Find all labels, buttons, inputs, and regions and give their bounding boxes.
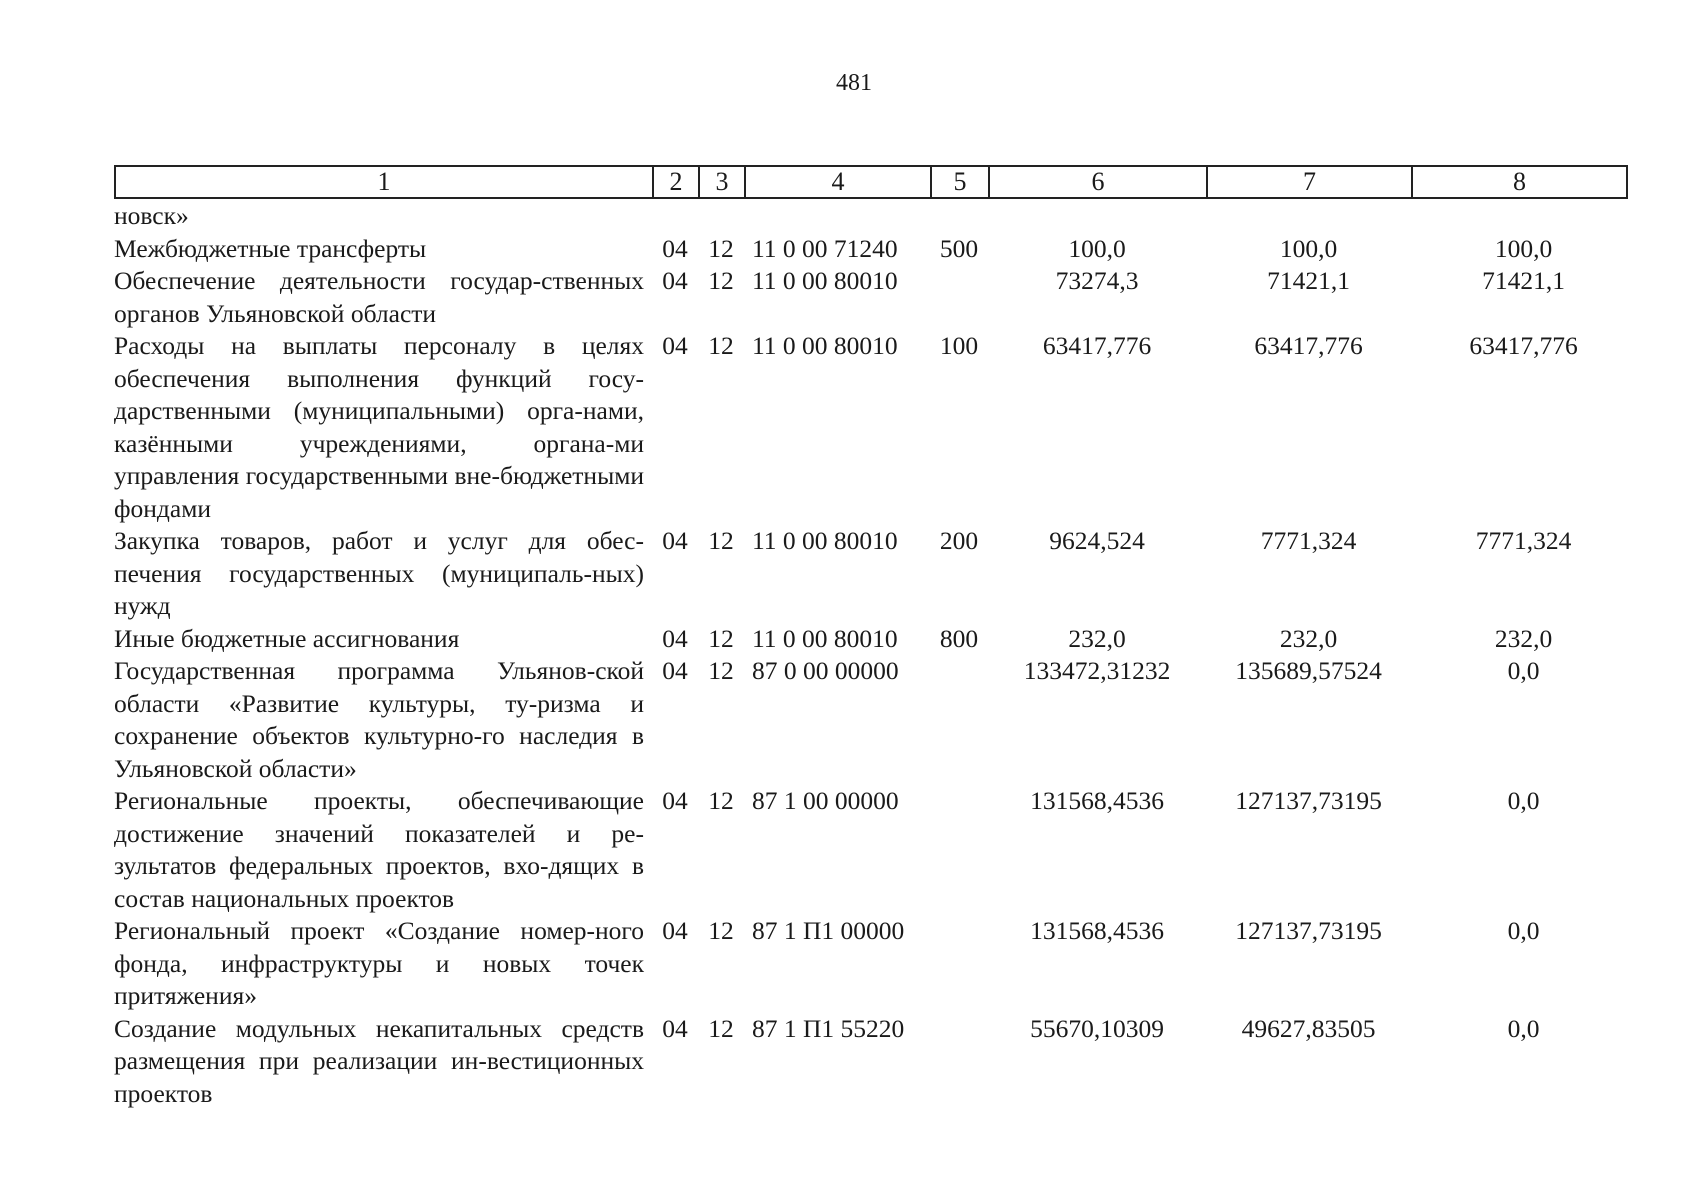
budget-table-body	[114, 200, 1626, 1110]
row-expense-type	[930, 655, 988, 785]
row-expense-type: 200	[939, 526, 979, 555]
row-value-6: 100,0	[1068, 233, 1126, 263]
row-subsection: 12	[708, 526, 734, 555]
row-target-code	[744, 200, 930, 233]
row-section: 04	[662, 786, 688, 815]
row-target-code: 11 0 00 80010	[752, 266, 898, 295]
row-name: Иные бюджетные ассигнования	[114, 623, 460, 653]
row-name: Закупка товаров, работ и услуг для обес-печения государственных (муниципаль-ных) нужд	[114, 526, 644, 620]
row-target-code: 87 0 00 00000	[752, 656, 899, 685]
header-col-7: 7	[1207, 166, 1412, 198]
row-name: Создание модульных некапитальных средств размещения при реализации ин-вестиционных проектов	[114, 1013, 644, 1108]
row-section: 04	[662, 656, 688, 685]
row-value-8: 100,0	[1494, 233, 1553, 263]
row-subsection	[698, 200, 744, 233]
row-subsection: 12	[708, 656, 734, 685]
row-value-7: 127137,73195	[1235, 786, 1382, 815]
row-value-6: 9624,524	[1049, 526, 1145, 555]
header-col-2: 2	[653, 166, 699, 198]
header-col-8: 8	[1412, 166, 1627, 198]
row-expense-type: 100	[939, 331, 979, 360]
row-value-8: 232,0	[1494, 623, 1553, 653]
row-expense-type	[930, 915, 988, 1013]
row-value-6: 131568,4536	[1030, 786, 1164, 815]
row-name: Расходы на выплаты персоналу в целях обеспечения выполнения функций госу-дарственными (муниципальными) орга-нами, казёнными учреждениями, органа-ми управления государственными вне-бюджетными фондами	[114, 331, 644, 523]
row-subsection: 12	[708, 331, 734, 360]
row-target-code: 11 0 00 71240	[752, 233, 898, 263]
row-value-8: 0,0	[1507, 1013, 1540, 1043]
row-subsection: 12	[708, 233, 734, 263]
table-row	[114, 915, 1626, 1013]
row-value-7	[1206, 200, 1411, 233]
table-row	[114, 265, 1626, 330]
row-target-code: 11 0 00 80010	[752, 331, 898, 360]
row-value-7: 232,0	[1279, 623, 1338, 653]
row-expense-type	[930, 785, 988, 915]
row-value-8: 0,0	[1507, 656, 1540, 685]
row-value-8: 63417,776	[1469, 331, 1578, 360]
header-col-4: 4	[745, 166, 931, 198]
table-row	[114, 785, 1626, 915]
row-value-7: 71421,1	[1267, 266, 1350, 295]
row-name: Региональный проект «Создание номер-ного фонда, инфраструктуры и новых точек притяжения»	[114, 916, 644, 1010]
row-target-code: 87 1 00 00000	[752, 786, 899, 815]
row-section	[652, 200, 698, 233]
row-value-8: 7771,324	[1475, 526, 1572, 555]
row-section: 04	[662, 266, 688, 295]
row-section: 04	[662, 526, 688, 555]
row-target-code: 11 0 00 80010	[752, 526, 898, 555]
row-value-6: 133472,31232	[1023, 656, 1171, 685]
table-row	[114, 1013, 1626, 1111]
budget-table	[114, 200, 1626, 1110]
row-value-6	[988, 200, 1206, 233]
table-row	[114, 200, 1626, 233]
row-subsection: 12	[708, 266, 734, 295]
row-section: 04	[662, 233, 688, 263]
row-value-8	[1411, 200, 1626, 233]
row-value-8: 0,0	[1507, 916, 1540, 945]
header-col-6: 6	[989, 166, 1207, 198]
row-section: 04	[662, 1013, 688, 1043]
row-expense-type: 500	[939, 233, 979, 263]
row-subsection: 12	[708, 623, 734, 653]
table-row	[114, 233, 1626, 266]
row-expense-type	[930, 265, 988, 330]
row-subsection: 12	[708, 786, 734, 815]
row-section: 04	[662, 916, 688, 945]
row-target-code: 87 1 П1 55220	[752, 1013, 905, 1043]
row-subsection: 12	[708, 916, 734, 945]
page-number: 481	[836, 70, 872, 96]
row-name: Обеспечение деятельности государ-ственных органов Ульяновской области	[114, 266, 644, 328]
row-value-7: 127137,73195	[1235, 916, 1382, 945]
table-row	[114, 655, 1626, 785]
row-target-code: 87 1 П1 00000	[752, 916, 905, 945]
row-target-code: 11 0 00 80010	[752, 623, 898, 653]
row-subsection: 12	[708, 1013, 734, 1043]
header-col-5: 5	[931, 166, 989, 198]
header-col-1: 1	[115, 166, 653, 198]
table-row	[114, 330, 1626, 525]
header-col-3: 3	[699, 166, 745, 198]
header-row	[115, 166, 1627, 198]
row-value-6: 73274,3	[1055, 266, 1139, 295]
row-value-8: 0,0	[1507, 786, 1540, 815]
row-name: Межбюджетные трансферты	[114, 233, 427, 263]
row-value-7: 49627,83505	[1241, 1013, 1376, 1043]
row-name: Региональные проекты, обеспечивающие достижение значений показателей и ре-зультатов федеральных проектов, вхо-дящих в состав национальных проектов	[114, 786, 644, 913]
row-value-7: 63417,776	[1254, 331, 1363, 360]
row-expense-type: 800	[939, 623, 979, 653]
row-value-8: 71421,1	[1482, 266, 1565, 295]
row-expense-type	[930, 1013, 988, 1111]
row-value-7: 7771,324	[1260, 526, 1357, 555]
row-name: новск»	[114, 201, 189, 230]
row-value-6: 131568,4536	[1030, 916, 1164, 945]
row-expense-type	[930, 200, 988, 233]
row-section: 04	[662, 623, 688, 653]
table-header	[114, 165, 1628, 199]
row-section: 04	[662, 331, 688, 360]
table-row	[114, 623, 1626, 656]
table-row	[114, 525, 1626, 623]
row-value-6: 63417,776	[1042, 331, 1152, 360]
row-name: Государственная программа Ульянов-ской области «Развитие культуры, ту-ризма и сохранение объектов культурно-го наследия в Ульяновской области»	[114, 656, 644, 783]
row-value-7: 135689,57524	[1235, 656, 1382, 685]
row-value-7: 100,0	[1279, 233, 1338, 263]
row-value-6: 232,0	[1068, 623, 1126, 653]
row-value-6: 55670,10309	[1030, 1013, 1164, 1043]
